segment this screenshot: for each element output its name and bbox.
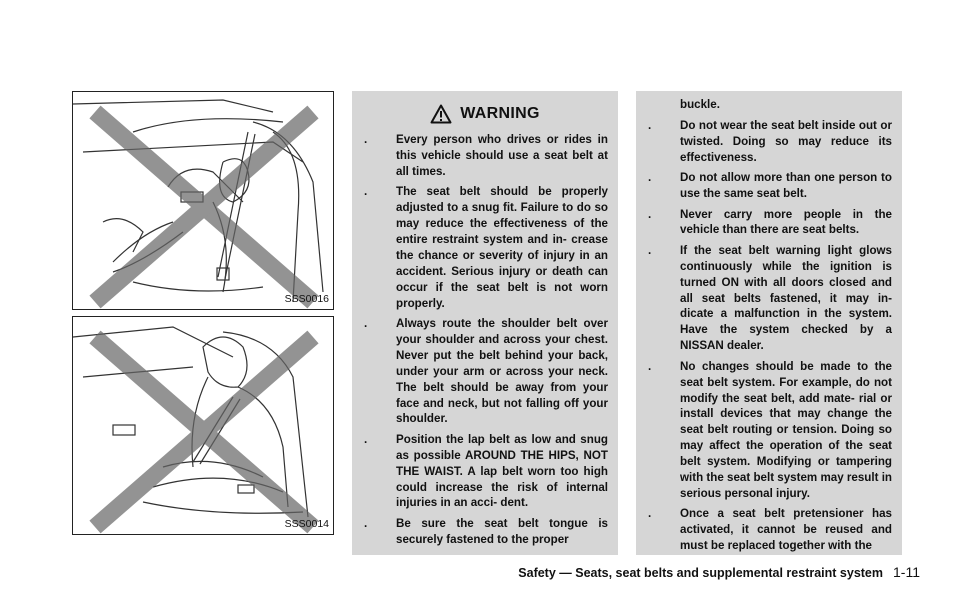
list-item: . Never carry more people in the vehicle than there are seat belts. <box>648 207 892 237</box>
warning-triangle-icon <box>430 104 452 124</box>
warning-list-right <box>636 118 902 554</box>
footer-section: Safety — Seats, seat belts and supplemental restraint system <box>518 566 884 580</box>
warning-box-left <box>352 91 618 555</box>
list-item: . Position the lap belt as low and snug as possible AROUND THE HIPS, NOT THE WAIST. A lap belt worn too high could increase the risk of internal injuries in an acci- dent. <box>364 432 608 510</box>
list-continuation: buckle. <box>680 98 720 111</box>
figure-label: SSS0014 <box>284 518 329 530</box>
list-item: . Once a seat belt pretensioner has activated, it cannot be reused and must be replaced together with the <box>648 507 892 553</box>
list-item: . If the seat belt warning light glows continuously while the ignition is turned ON with all doors closed and all seat belts fastened, it may in- dicate a malfunction in the system. Have the system checked by a NISSAN dealer. <box>648 243 892 353</box>
warning-box-right <box>636 91 902 555</box>
list-item: . Every person who drives or rides in this vehicle should use a seat belt at all times. <box>364 133 608 178</box>
figure-sss0016 <box>72 91 334 310</box>
warning-header <box>352 104 618 124</box>
page-footer <box>518 564 920 580</box>
list-item: . Be sure the seat belt tongue is securely fastened to the proper <box>364 516 608 546</box>
list-item: . The seat belt should be properly adjusted to a snug fit. Failure to do so may reduce the effectiveness of the entire restraint system and in- crease the chance or severity of injury in an accident. Serious injury or death can occur if the seat belt is not worn properly. <box>364 185 608 310</box>
list-item: . Always route the shoulder belt over your shoulder and across your chest. Never put the belt behind your back, under your arm or across your neck. The belt should be away from your face and neck, but not falling off your shoulder. <box>364 316 608 426</box>
list-item: . Do not allow more than one person to use the same seat belt. <box>648 171 892 201</box>
list-item: . No changes should be made to the seat belt system. For example, do not modify the seat belt, add mate- rial or install devices that may change the seat belt routing or tension. Doing so may affect the operation of the seat belt system. Modifying or tampering with the seat belt system may result in serious personal injury. <box>648 359 892 500</box>
warning-list-left <box>352 132 618 548</box>
seatbelt-lap-high-illustration <box>73 317 334 535</box>
figure-label: SSS0016 <box>284 293 329 305</box>
figure-sss0014 <box>72 316 334 535</box>
page-number: 1-11 <box>893 564 920 580</box>
seatbelt-shoulder-behind-illustration <box>73 92 334 310</box>
warning-title: WARNING <box>460 105 540 122</box>
list-item: . Do not wear the seat belt inside out or twisted. Doing so may reduce its effectiveness. <box>648 119 892 164</box>
